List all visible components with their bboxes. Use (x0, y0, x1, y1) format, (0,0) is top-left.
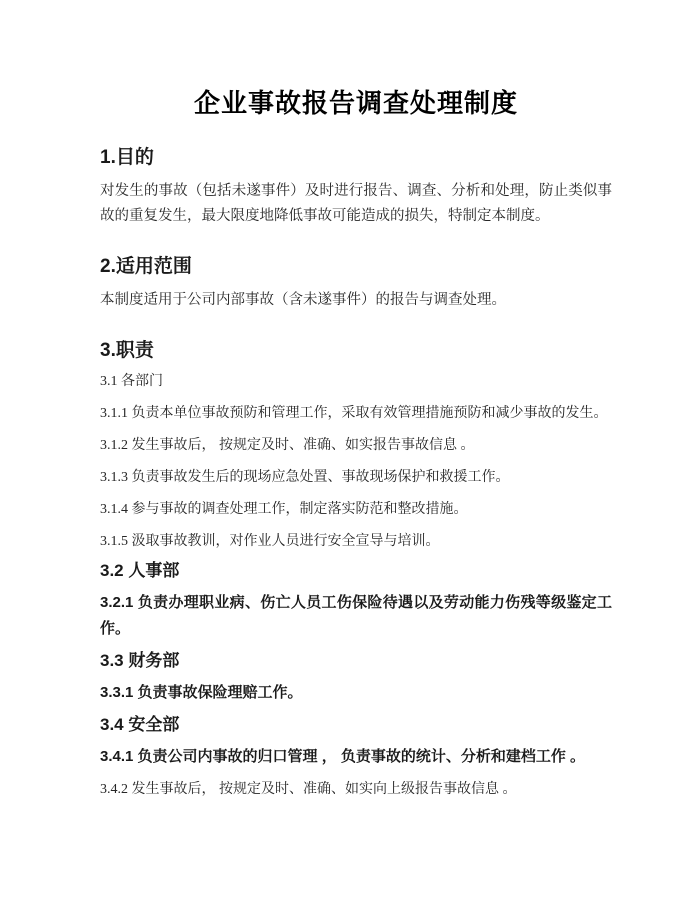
section-heading-scope: 2.适用范围 (100, 256, 192, 277)
paragraph: 3.1.5 汲取事故教训，对作业人员进行安全宣导与培训。 (100, 534, 440, 549)
subsection-heading-finance: 3.3 财务部 (100, 651, 180, 670)
subsection-heading-hr: 3.2 人事部 (100, 561, 180, 580)
document-title: 企业事故报告调查处理制度 (193, 89, 518, 118)
paragraph: 3.4.2 发生事故后， 按规定及时、准确、如实向上级报告事故信息 。 (100, 782, 517, 797)
paragraph: 3.1 各部门 (100, 374, 163, 389)
paragraph: 3.1.3 负责事故发生后的现场应急处置、事故现场保护和救援工作。 (100, 470, 510, 485)
section-heading-purpose: 1.目的 (100, 147, 154, 168)
paragraph: 3.1.2 发生事故后， 按规定及时、准确、如实报告事故信息 。 (100, 438, 475, 453)
section-heading-responsibilities: 3.职责 (100, 340, 154, 361)
paragraph: 3.1.1 负责本单位事故预防和管理工作，采取有效管理措施预防和减少事故的发生。 (100, 406, 608, 421)
paragraph: 3.2.1 负责办理职业病、伤亡人员工伤保险待遇以及劳动能力伤残等级鉴定工作。 (100, 594, 612, 637)
paragraph: 3.3.1 负责事故保险理赔工作。 (100, 684, 303, 701)
paragraph: 3.4.1 负责公司内事故的归口管理 ， 负责事故的统计、分析和建档工作 。 (100, 748, 586, 765)
paragraph: 3.1.4 参与事故的调查处理工作，制定落实防范和整改措施。 (100, 502, 468, 517)
paragraph: 对发生的事故（包括未遂事件）及时进行报告、调查、分析和处理，防止类似事故的重复发生，最大限度地降低事故可能造成的损失，特制定本制度。 (100, 183, 612, 224)
subsection-heading-safety: 3.4 安全部 (100, 715, 180, 734)
paragraph: 本制度适用于公司内部事故（含未遂事件）的报告与调查处理。 (100, 292, 506, 308)
